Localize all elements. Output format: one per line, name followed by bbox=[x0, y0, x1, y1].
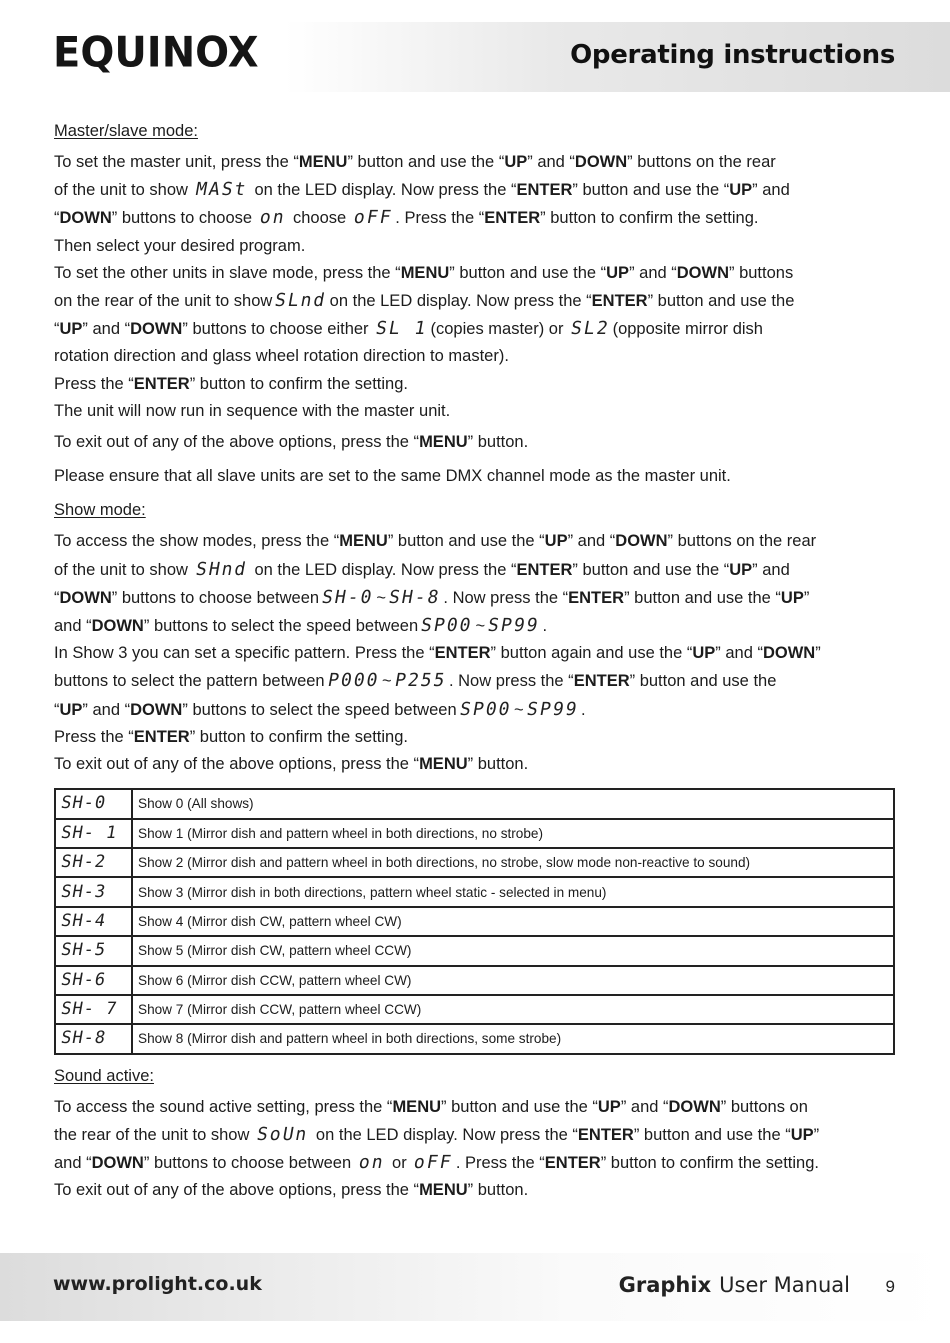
led-code: SH- 7 bbox=[59, 999, 120, 1020]
text-segment: ” button and use the “ bbox=[449, 263, 607, 282]
led-code-on: on bbox=[356, 1152, 387, 1174]
text-segment: To set the other units in slave mode, press the “ bbox=[54, 263, 401, 282]
footer-product bbox=[619, 1273, 850, 1297]
led-code: SH-4 bbox=[59, 910, 108, 931]
paragraph-line: Then select your desired program. bbox=[54, 236, 306, 255]
text-segment: “ bbox=[54, 320, 60, 339]
show-code-cell bbox=[55, 995, 132, 1024]
button-keyword: ENTER bbox=[568, 588, 625, 607]
show-code-cell bbox=[55, 848, 132, 877]
button-keyword: ENTER bbox=[544, 1154, 601, 1173]
paragraph-line: “DOWN” buttons to choose betweenSH-0~SH-8. Now press the “ENTER” button and use the “UP” bbox=[54, 584, 904, 612]
text-segment: ” buttons bbox=[729, 263, 794, 282]
led-code-sh8: SH-8 bbox=[387, 586, 443, 608]
text-segment: ” button to confirm the setting. bbox=[540, 209, 759, 228]
button-keyword: UP bbox=[780, 588, 804, 607]
led-code-off: oFF bbox=[412, 1152, 455, 1174]
text-segment: . Press the “ bbox=[395, 209, 485, 228]
button-keyword: ENTER bbox=[577, 1125, 634, 1144]
button-keyword: UP bbox=[59, 320, 83, 339]
table-row bbox=[55, 819, 894, 848]
led-code-sh0: SH-0 bbox=[320, 586, 376, 608]
paragraph-line bbox=[54, 1177, 904, 1204]
text-segment: on the LED display. Now press the “ bbox=[315, 1125, 578, 1144]
text-segment: ” buttons on bbox=[720, 1097, 808, 1116]
table-row bbox=[55, 995, 894, 1024]
led-code-mast: MASt bbox=[193, 179, 249, 201]
paragraph-line: buttons to select the pattern betweenP000~P255. Now press the “ENTER” button and use the bbox=[54, 667, 904, 695]
paragraph-line: “DOWN” buttons to choose on choose oFF. Press the “ENTER” button to confirm the setting. bbox=[54, 204, 904, 232]
button-keyword: ENTER bbox=[133, 727, 190, 746]
show-code-cell bbox=[55, 936, 132, 965]
text-segment: ” button and use the “ bbox=[387, 532, 545, 551]
paragraph-line: The unit will now run in sequence with the master unit. bbox=[54, 401, 451, 420]
button-keyword: ENTER bbox=[516, 560, 573, 579]
section-heading-show-mode: Show mode: bbox=[54, 501, 146, 520]
text-segment: ” buttons on the rear bbox=[667, 532, 817, 551]
button-keyword: UP bbox=[59, 700, 83, 719]
led-code: SH- 1 bbox=[59, 822, 120, 843]
led-code: SH-0 bbox=[59, 793, 108, 814]
text-segment: ” buttons to choose bbox=[111, 209, 253, 228]
led-code: SH-8 bbox=[59, 1028, 108, 1049]
show-code-cell bbox=[55, 819, 132, 848]
button-keyword: MENU bbox=[419, 1181, 468, 1200]
led-code-on: on bbox=[257, 207, 288, 229]
button-keyword: UP bbox=[606, 263, 630, 282]
text-segment: “ bbox=[54, 588, 60, 607]
button-keyword: MENU bbox=[419, 755, 468, 774]
paragraph-line: Please ensure that all slave units are set to the same DMX channel mode as the master unit. bbox=[54, 467, 731, 486]
text-segment: To set the master unit, press the “ bbox=[54, 153, 299, 171]
button-keyword: DOWN bbox=[91, 1154, 144, 1173]
text-segment: ” bbox=[815, 644, 821, 663]
button-keyword: UP bbox=[504, 153, 528, 171]
text-segment: ” button and use the “ bbox=[441, 1097, 598, 1116]
paragraph-line: “UP” and “DOWN” buttons to choose either SL 1(copies master) or SL2(opposite mirror dish bbox=[54, 315, 904, 343]
brand-logo: EQUINOX bbox=[53, 28, 259, 78]
button-keyword: MENU bbox=[339, 532, 388, 551]
paragraph-line: of the unit to show MASt on the LED display. Now press the “ENTER” button and use the “UP” and bbox=[54, 176, 904, 204]
paragraph-line bbox=[54, 429, 904, 456]
button-keyword: UP bbox=[729, 560, 753, 579]
text-segment: To exit out of any of the above options, press the “ bbox=[54, 755, 420, 774]
button-keyword: DOWN bbox=[91, 617, 144, 636]
text-segment: ” buttons to select the speed between bbox=[182, 700, 457, 719]
text-segment: ” buttons to choose either bbox=[182, 320, 369, 339]
text-segment: ” and “ bbox=[527, 153, 575, 171]
text-segment: To access the show modes, press the “ bbox=[54, 532, 340, 551]
text-segment: ” and “ bbox=[82, 320, 131, 339]
button-keyword: MENU bbox=[419, 433, 468, 452]
text-segment: on the LED display. Now press the “ bbox=[329, 292, 592, 311]
led-code-p255: P255 bbox=[392, 670, 448, 692]
text-segment: Press the “ bbox=[54, 727, 134, 746]
text-segment: ” button. bbox=[467, 1181, 529, 1200]
table-row bbox=[55, 877, 894, 906]
page-number: 9 bbox=[885, 1277, 895, 1296]
text-segment: and “ bbox=[54, 1154, 92, 1173]
paragraph-line: on the rear of the unit to showSLndon the LED display. Now press the “ENTER” button and use the bbox=[54, 287, 904, 315]
show-description-cell: Show 4 (Mirror dish CW, pattern wheel CW) bbox=[132, 907, 894, 936]
text-segment: ” button to confirm the setting. bbox=[189, 374, 408, 393]
button-keyword: DOWN bbox=[59, 209, 112, 228]
text-segment: ” buttons on the rear bbox=[627, 153, 776, 171]
text-segment: . Now press the “ bbox=[443, 588, 569, 607]
text-segment: ” and “ bbox=[567, 532, 616, 551]
table-row bbox=[55, 789, 894, 818]
text-segment: ” button to confirm the setting. bbox=[189, 727, 408, 746]
paragraph-line: the rear of the unit to show SoUn on the LED display. Now press the “ENTER” button and use the “UP” bbox=[54, 1121, 904, 1149]
text-segment: ” button and use the “ bbox=[572, 560, 730, 579]
show-code-cell bbox=[55, 907, 132, 936]
led-code-sp00: SP00 bbox=[457, 698, 513, 720]
text-segment: To exit out of any of the above options, press the “ bbox=[54, 433, 420, 452]
button-keyword: ENTER bbox=[591, 292, 648, 311]
paragraph-line: and “DOWN” buttons to choose between on or oFF. Press the “ENTER” button to confirm the setting. bbox=[54, 1149, 904, 1177]
section-heading-master-slave: Master/slave mode: bbox=[54, 122, 198, 140]
show-code-cell bbox=[55, 966, 132, 995]
led-code-p000: P000 bbox=[325, 670, 381, 692]
button-keyword: UP bbox=[729, 181, 753, 200]
show-code-cell bbox=[55, 789, 132, 818]
paragraph-line bbox=[54, 751, 904, 778]
product-name: Graphix bbox=[618, 1273, 712, 1297]
button-keyword: MENU bbox=[400, 263, 450, 282]
led-code-sp99: SP99 bbox=[524, 698, 580, 720]
paragraph-line bbox=[54, 640, 904, 667]
text-segment: ” and “ bbox=[629, 263, 677, 282]
footer-website-link[interactable]: www.prolight.co.uk bbox=[53, 1273, 262, 1295]
text-segment: ” and “ bbox=[620, 1097, 669, 1116]
paragraph-line bbox=[54, 724, 904, 751]
page-title: Operating instructions bbox=[570, 40, 895, 70]
button-keyword: DOWN bbox=[615, 532, 668, 551]
show-description-cell: Show 1 (Mirror dish and pattern wheel in both directions, no strobe) bbox=[132, 819, 894, 848]
text-segment: ” and “ bbox=[82, 700, 131, 719]
text-segment: ” button. bbox=[467, 433, 529, 452]
led-code-soun: SoUn bbox=[255, 1123, 311, 1145]
show-code-cell bbox=[55, 1024, 132, 1053]
button-keyword: ENTER bbox=[484, 209, 541, 228]
button-keyword: DOWN bbox=[574, 153, 628, 171]
button-keyword: DOWN bbox=[762, 644, 816, 663]
text-segment: ” buttons to choose between bbox=[111, 588, 320, 607]
button-keyword: UP bbox=[790, 1125, 814, 1144]
button-keyword: MENU bbox=[298, 153, 348, 171]
text-segment: ” button and use the bbox=[647, 292, 795, 311]
led-code-sl1: SL 1 bbox=[374, 318, 430, 340]
text-segment: In Show 3 you can set a specific pattern. Press the “ bbox=[54, 644, 435, 663]
led-code: SH-3 bbox=[59, 881, 108, 902]
text-segment: ” buttons to select the speed between bbox=[143, 617, 419, 636]
text-segment: ” bbox=[803, 588, 810, 607]
show-description-cell: Show 7 (Mirror dish CCW, pattern wheel CCW) bbox=[132, 995, 894, 1024]
table-row bbox=[55, 966, 894, 995]
button-keyword: DOWN bbox=[130, 320, 183, 339]
paragraph-line: of the unit to show SHnd on the LED display. Now press the “ENTER” button and use the “UP” and bbox=[54, 556, 904, 584]
text-segment: ” button. bbox=[467, 755, 529, 774]
show-code-cell bbox=[55, 877, 132, 906]
button-keyword: ENTER bbox=[434, 644, 491, 663]
paragraph-line: rotation direction and glass wheel rotation direction to master). bbox=[54, 347, 509, 366]
text-segment: ” button again and use the “ bbox=[490, 644, 693, 663]
show-description-cell: Show 0 (All shows) bbox=[132, 789, 894, 818]
text-segment: ” button to confirm the setting. bbox=[600, 1154, 819, 1173]
show-description-cell: Show 3 (Mirror dish in both directions, pattern wheel static - selected in menu) bbox=[132, 877, 894, 906]
button-keyword: ENTER bbox=[573, 672, 630, 691]
main-content bbox=[54, 118, 904, 1205]
text-segment: To access the sound active setting, press the “ bbox=[54, 1097, 393, 1116]
led-code-sp00: SP00 bbox=[419, 615, 475, 637]
led-code: SH-5 bbox=[59, 940, 108, 961]
paragraph-line: and “DOWN” buttons to select the speed betweenSP00~SP99. bbox=[54, 612, 904, 640]
led-code-sp99: SP99 bbox=[486, 615, 542, 637]
led-code: SH-2 bbox=[59, 852, 108, 873]
led-code-sl2: SL2 bbox=[569, 318, 612, 340]
button-keyword: DOWN bbox=[130, 700, 183, 719]
text-segment: “ bbox=[54, 209, 60, 228]
table-row bbox=[55, 936, 894, 965]
button-keyword: MENU bbox=[392, 1097, 442, 1116]
table-row bbox=[55, 907, 894, 936]
show-description-cell: Show 2 (Mirror dish and pattern wheel in both directions, no strobe, slow mode non-reactive to sound) bbox=[132, 848, 894, 877]
led-code: SH-6 bbox=[59, 969, 108, 990]
show-table bbox=[54, 788, 895, 1055]
text-segment: ” button and use the “ bbox=[624, 588, 781, 607]
table-row bbox=[55, 848, 894, 877]
paragraph-line bbox=[54, 528, 904, 555]
button-keyword: DOWN bbox=[59, 588, 112, 607]
text-segment: ” button and use the “ bbox=[633, 1125, 791, 1144]
button-keyword: UP bbox=[692, 644, 716, 663]
button-keyword: UP bbox=[544, 532, 568, 551]
manual-label: User Manual bbox=[719, 1273, 850, 1297]
button-keyword: UP bbox=[597, 1097, 621, 1116]
text-segment: on the LED display. Now press the “ bbox=[254, 560, 517, 579]
text-segment: To exit out of any of the above options, press the “ bbox=[54, 1181, 420, 1200]
text-segment: . Press the “ bbox=[455, 1154, 545, 1173]
text-segment: ” bbox=[813, 1125, 820, 1144]
section-heading-sound-active: Sound active: bbox=[54, 1066, 154, 1085]
button-keyword: ENTER bbox=[133, 374, 190, 393]
paragraph-line: “UP” and “DOWN” buttons to select the speed betweenSP00~SP99. bbox=[54, 696, 904, 724]
text-segment: . Now press the “ bbox=[448, 672, 574, 691]
text-segment: ” button and use the bbox=[629, 672, 777, 691]
text-segment: ” and bbox=[752, 181, 790, 200]
text-segment: ” button and use the “ bbox=[572, 181, 730, 200]
button-keyword: ENTER bbox=[516, 181, 573, 200]
show-description-cell: Show 8 (Mirror dish and pattern wheel in both directions, some strobe) bbox=[132, 1024, 894, 1053]
text-segment: on the LED display. Now press the “ bbox=[254, 181, 517, 200]
text-segment: ” button and use the “ bbox=[347, 153, 505, 171]
text-segment: ” buttons to choose between bbox=[143, 1154, 352, 1173]
text-segment: Press the “ bbox=[54, 374, 134, 393]
show-description-cell: Show 6 (Mirror dish CCW, pattern wheel CW) bbox=[132, 966, 894, 995]
text-segment: ” and “ bbox=[715, 644, 763, 663]
led-code-off: oFF bbox=[351, 207, 395, 229]
paragraph-line bbox=[54, 149, 904, 176]
paragraph-line bbox=[54, 260, 904, 287]
button-keyword: DOWN bbox=[676, 263, 729, 282]
led-code-shnd: SHnd bbox=[193, 558, 249, 580]
button-keyword: DOWN bbox=[668, 1097, 721, 1116]
text-segment: “ bbox=[54, 700, 60, 719]
table-row bbox=[55, 1024, 894, 1053]
text-segment: and “ bbox=[54, 617, 92, 636]
led-code-slnd: SLnd bbox=[273, 290, 329, 312]
paragraph-line bbox=[54, 371, 904, 398]
show-description-cell: Show 5 (Mirror dish CW, pattern wheel CCW) bbox=[132, 936, 894, 965]
text-segment: ” and bbox=[752, 560, 790, 579]
paragraph-line bbox=[54, 1094, 904, 1121]
